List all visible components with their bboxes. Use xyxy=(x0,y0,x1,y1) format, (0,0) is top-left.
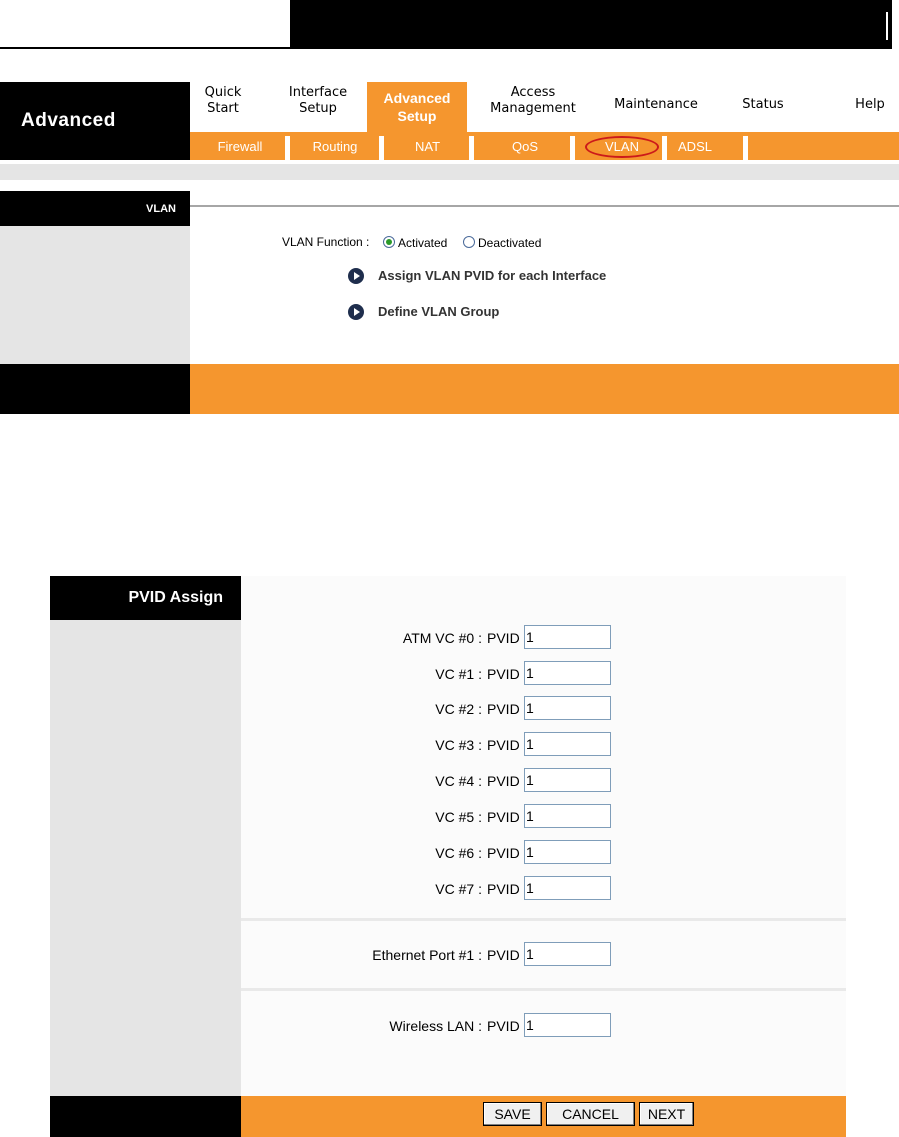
row-separator xyxy=(241,988,846,991)
header-underline xyxy=(0,47,290,49)
activated-label: Activated xyxy=(398,236,448,250)
vc4-label: VC #4 : xyxy=(435,773,482,789)
vc2-label: VC #2 : xyxy=(435,701,482,717)
submenu-separator xyxy=(379,136,384,160)
vc7-label: VC #7 : xyxy=(435,881,482,897)
vlan-section-title: VLAN xyxy=(0,191,190,226)
pvid-label: PVID xyxy=(487,1018,520,1034)
vc2-pvid-input[interactable] xyxy=(524,696,611,720)
menu-quick-start-line1: Quick xyxy=(204,85,242,100)
submenu-qos[interactable]: QoS xyxy=(511,138,538,154)
pvid-assign-title: PVID Assign xyxy=(50,576,241,620)
wireless-lan-label: Wireless LAN : xyxy=(389,1018,482,1034)
footer-bar xyxy=(241,1096,846,1137)
vc7-pvid-input[interactable] xyxy=(524,876,611,900)
pvid-label: PVID xyxy=(487,737,520,753)
footer-left xyxy=(50,1096,241,1137)
submenu-separator xyxy=(662,136,667,160)
vc1-pvid-input[interactable] xyxy=(524,661,611,685)
menu-status[interactable]: Status xyxy=(742,97,784,112)
vc4-pvid-input[interactable] xyxy=(524,768,611,792)
vc3-pvid-input[interactable] xyxy=(524,732,611,756)
submenu-nat[interactable]: NAT xyxy=(414,138,441,154)
footer-bar xyxy=(190,364,899,414)
menu-advanced-setup-line1: Advanced xyxy=(383,90,451,106)
vlan-function-label: VLAN Function : xyxy=(282,235,370,249)
footer-left xyxy=(0,364,190,414)
pvid-label: PVID xyxy=(487,773,520,789)
vc6-label: VC #6 : xyxy=(435,845,482,861)
row-separator xyxy=(241,918,846,921)
section-rule xyxy=(190,205,899,207)
menu-help[interactable]: Help xyxy=(855,97,885,112)
ethernet-port1-label: Ethernet Port #1 : xyxy=(372,947,482,963)
atm-vc0-label: ATM VC #0 : xyxy=(402,630,482,646)
next-button[interactable]: NEXT xyxy=(639,1102,694,1126)
submenu-separator xyxy=(469,136,474,160)
menu-quick-start[interactable] xyxy=(198,85,248,117)
menu-maintenance[interactable]: Maintenance xyxy=(614,97,698,112)
vlan-highlight-oval xyxy=(585,136,659,158)
pvid-sidebar xyxy=(50,620,241,1096)
header-divider xyxy=(886,12,888,40)
menu-interface-setup[interactable] xyxy=(278,85,358,117)
submenu-adsl[interactable]: ADSL xyxy=(678,138,712,154)
submenu-vlan[interactable]: VLAN xyxy=(605,138,639,154)
menu-advanced-setup-line2: Setup xyxy=(397,108,437,124)
submenu-separator xyxy=(743,136,748,160)
menu-access-management[interactable] xyxy=(478,85,588,117)
pvid-label: PVID xyxy=(487,881,520,897)
menu-access-management-line2: Management xyxy=(490,101,576,116)
deactivated-label: Deactivated xyxy=(478,236,542,250)
arrow-bullet-icon xyxy=(348,268,364,284)
radio-selected-dot xyxy=(386,239,392,245)
deactivated-radio[interactable] xyxy=(463,236,475,248)
submenu-firewall[interactable]: Firewall xyxy=(217,138,263,154)
wireless-lan-pvid-input[interactable] xyxy=(524,1013,611,1037)
pvid-label: PVID xyxy=(487,809,520,825)
menu-interface-setup-line2: Setup xyxy=(299,101,337,116)
menu-access-management-line1: Access xyxy=(510,85,556,100)
define-vlan-group-link[interactable]: Define VLAN Group xyxy=(378,304,500,319)
ethernet-port1-pvid-input[interactable] xyxy=(524,942,611,966)
vc5-label: VC #5 : xyxy=(435,809,482,825)
submenu-separator xyxy=(570,136,575,160)
cancel-button[interactable]: CANCEL xyxy=(546,1102,635,1126)
menu-advanced-setup[interactable] xyxy=(367,82,467,132)
submenu-separator xyxy=(285,136,290,160)
activated-radio[interactable] xyxy=(383,236,395,248)
gray-spacer xyxy=(0,164,899,180)
atm-vc0-pvid-input[interactable] xyxy=(524,625,611,649)
vc6-pvid-input[interactable] xyxy=(524,840,611,864)
vlan-sidebar xyxy=(0,226,190,364)
assign-pvid-link[interactable]: Assign VLAN PVID for each Interface xyxy=(378,268,607,283)
pvid-label: PVID xyxy=(487,947,520,963)
submenu-routing[interactable]: Routing xyxy=(312,138,358,154)
arrow-bullet-icon xyxy=(348,304,364,320)
vc3-label: VC #3 : xyxy=(435,737,482,753)
pvid-label: PVID xyxy=(487,666,520,682)
menu-interface-setup-line1: Interface xyxy=(288,85,348,100)
vc5-pvid-input[interactable] xyxy=(524,804,611,828)
save-button[interactable]: SAVE xyxy=(483,1102,542,1126)
menu-quick-start-line2: Start xyxy=(207,101,239,116)
vc1-label: VC #1 : xyxy=(435,666,482,682)
brand-title: Advanced xyxy=(0,82,190,160)
pvid-label: PVID xyxy=(487,845,520,861)
pvid-label: PVID xyxy=(487,701,520,717)
pvid-label: PVID xyxy=(487,630,520,646)
header-banner xyxy=(290,0,892,49)
